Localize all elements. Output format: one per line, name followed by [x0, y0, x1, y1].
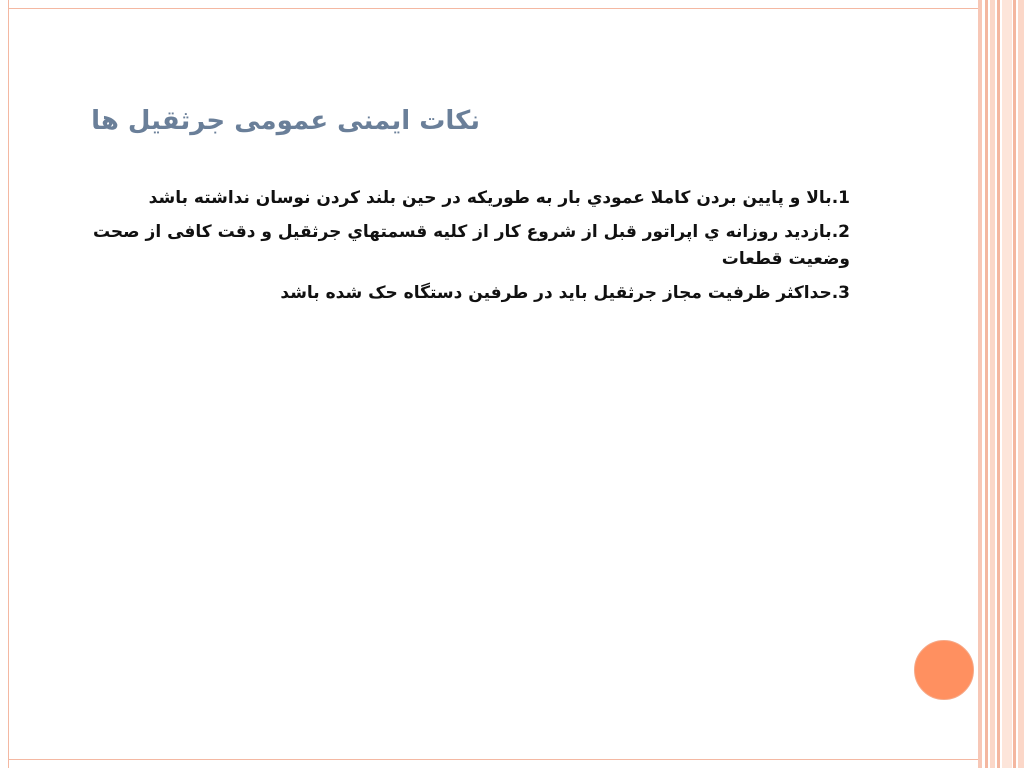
decorative-stripe	[978, 0, 982, 768]
slide-title: نکات ایمنی عمومی جرثقیل ها	[91, 106, 480, 136]
slide-body	[60, 185, 850, 313]
decorative-stripe	[1018, 0, 1024, 768]
decorative-stripe	[985, 0, 988, 768]
bullet-item-1: 1.بالا و پايين بردن کاملا عمودي بار به طوريکه در حين بلند کردن نوسان نداشته باشد	[148, 188, 850, 208]
frame-left-line	[8, 0, 9, 768]
decorative-circle	[914, 640, 974, 700]
decorative-stripe	[997, 0, 1000, 768]
bullet-item-2: 2.بازديد روزانه ي اپراتور قبل از شروع کار از کليه قسمتهاي جرثقيل و دقت کافی از صحت وضعيت قطعات	[92, 221, 850, 270]
decorative-stripe	[1013, 0, 1016, 768]
decorative-stripe	[1002, 0, 1012, 768]
frame-top-line	[8, 8, 980, 9]
bullet-item-3: 3.حداکثر ظرفيت مجاز جرثقيل بايد در طرفين دستگاه حک شده باشد	[280, 282, 850, 303]
decorative-stripe	[990, 0, 995, 768]
frame-bottom-line	[8, 759, 980, 760]
